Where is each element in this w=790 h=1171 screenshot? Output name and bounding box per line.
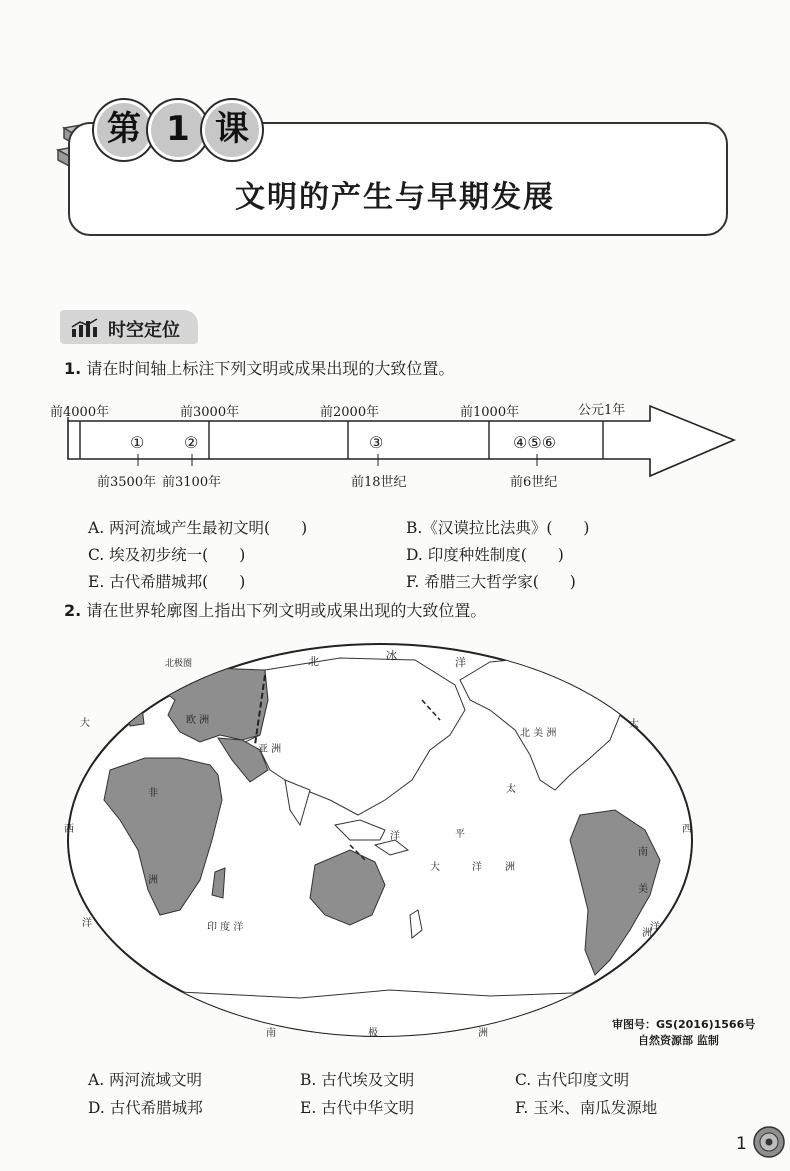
question-1-number: 1.	[64, 359, 82, 378]
map-label-atlantic-w-3: 洋	[82, 918, 92, 929]
map-label-south-america-3: 洲	[642, 928, 652, 939]
lesson-char-di: 第	[94, 100, 154, 160]
map-label-oceania-2: 洋	[472, 862, 482, 873]
chart-icon	[70, 317, 100, 339]
map-label-pacific-2: 平	[455, 829, 465, 840]
map-label-south-america-2: 美	[638, 884, 648, 895]
map-label-arctic-circle: 北极圈	[165, 659, 193, 669]
map-label-atlantic-w-1: 大	[80, 718, 90, 729]
question-2-text: 请在世界轮廓图上指出下列文明或成果出现的大致位置。	[86, 601, 487, 620]
timeline-label-3000bc: 前3000年	[180, 405, 240, 420]
timeline-label-2000bc: 前2000年	[320, 405, 380, 420]
ornament-icon	[752, 1122, 786, 1162]
timeline	[0, 400, 790, 480]
map-issuer: 自然资源部 监制	[638, 1034, 719, 1047]
map-label-pacific-3: 洋	[390, 831, 400, 842]
lesson-number: 1	[148, 100, 208, 160]
q1-option-d: D. 印度种姓制度( )	[406, 546, 564, 564]
map-label-africa-1: 非	[148, 788, 158, 799]
map-approval-number: 审图号：GS(2016)1566号	[612, 1018, 756, 1031]
page-number: 1	[736, 1134, 747, 1154]
map-label-indian-ocean: 印 度 洋	[207, 922, 244, 933]
map-label-arctic-2: 冰	[386, 649, 397, 662]
q2-option-f: F. 玉米、南瓜发源地	[515, 1099, 658, 1117]
map-label-atlantic-e-1: 大	[629, 719, 639, 730]
map-label-north-america: 北 美 洲	[520, 728, 557, 739]
q1-option-c: C. 埃及初步统一( )	[88, 546, 246, 564]
map-label-antarctica-3: 洲	[478, 1028, 488, 1039]
timeline-marker-456: ④⑤⑥	[513, 433, 557, 452]
question-1	[64, 356, 454, 379]
question-1-text: 请在时间轴上标注下列文明或成果出现的大致位置。	[86, 359, 455, 378]
q1-option-f: F. 希腊三大哲学家( )	[406, 573, 576, 591]
lesson-title: 文明的产生与早期发展	[235, 180, 555, 215]
map-label-atlantic-e-3: 洋	[650, 922, 660, 933]
timeline-label-6c-bc: 前6世纪	[510, 475, 558, 490]
map-label-oceania-1: 大	[430, 862, 440, 873]
map-label-europe: 欧 洲	[186, 715, 210, 726]
q2-option-b: B. 古代埃及文明	[300, 1071, 415, 1089]
map-label-antarctica-1: 南	[266, 1028, 276, 1039]
timeline-label-4000bc: 前4000年	[50, 405, 110, 420]
question-2-number: 2.	[64, 601, 82, 620]
timeline-label-18c-bc: 前18世纪	[351, 475, 407, 490]
map-label-arctic-3: 洋	[455, 656, 466, 669]
map-label-atlantic-e-2: 西	[682, 824, 692, 835]
timeline-label-3500bc: 前3500年	[97, 475, 157, 490]
timeline-label-1ad: 公元1年	[578, 403, 626, 418]
map-label-pacific-1: 太	[506, 784, 516, 795]
q2-option-d: D. 古代希腊城邦	[88, 1099, 203, 1117]
timeline-marker-2: ②	[184, 433, 199, 452]
q1-option-e: E. 古代希腊城邦( )	[88, 573, 246, 591]
lesson-char-ke: 课	[202, 100, 262, 160]
timeline-label-1000bc: 前1000年	[460, 405, 520, 420]
timeline-label-3100bc: 前3100年	[162, 475, 222, 490]
timeline-marker-1: ①	[130, 433, 145, 452]
world-map	[60, 640, 700, 1050]
section-title: 时空定位	[108, 320, 180, 341]
map-label-arctic-1: 北	[308, 655, 319, 668]
q2-option-c: C. 古代印度文明	[515, 1071, 630, 1089]
map-label-asia: 亚 洲	[258, 744, 282, 755]
timeline-marker-3: ③	[369, 433, 384, 452]
map-label-africa-2: 洲	[148, 875, 158, 886]
q2-option-a: A. 两河流域文明	[88, 1071, 203, 1089]
q1-option-a: A. 两河流域产生最初文明( )	[88, 519, 308, 537]
map-label-atlantic-w-2: 西	[64, 824, 74, 835]
q2-option-e: E. 古代中华文明	[300, 1099, 415, 1117]
map-label-south-america-1: 南	[638, 847, 648, 858]
q1-option-b: B.《汉谟拉比法典》( )	[406, 519, 590, 537]
map-label-oceania-3: 洲	[505, 862, 515, 873]
question-2	[64, 598, 486, 621]
map-label-antarctica-2: 极	[368, 1028, 378, 1039]
